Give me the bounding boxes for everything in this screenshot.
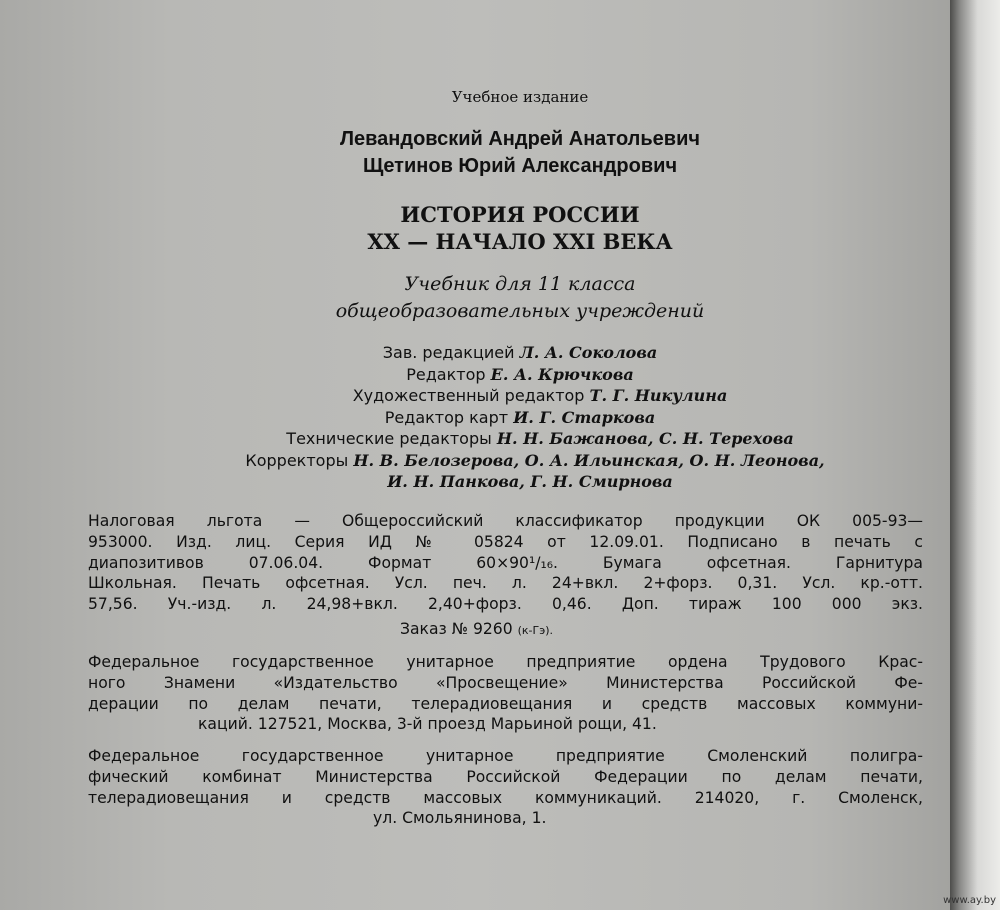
edition-type: Учебное издание <box>451 88 589 106</box>
book-title-line-2: XX — НАЧАЛО XXI ВЕКА <box>367 229 673 254</box>
printer-info-line: телерадиовещания и средств массовых коммуникаций. 214020, г. Смоленск, <box>88 788 923 807</box>
publisher-info-line: Федеральное государственное унитарное предприятие ордена Трудового Крас- <box>88 653 923 671</box>
publication-info-line: Школьная. Печать офсетная. Усл. печ. л. 24+вкл. 2+форз. 0,31. Усл. кр.-отт. <box>88 574 923 593</box>
credits-block <box>0 342 950 493</box>
credit-line: Редактор Е. А. Крючкова <box>406 364 634 384</box>
credit-line: Корректоры Н. В. Белозерова, О. А. Ильинская, О. Н. Леонова, <box>245 450 825 470</box>
credit-line: И. Н. Панкова, Г. Н. Смирнова <box>387 472 673 491</box>
credit-line: Технические редакторы Н. Н. Бажанова, С. Н. Терехова <box>286 429 794 448</box>
author-1: Левандовский Андрей Анатольевич <box>339 128 700 150</box>
book-title-line-1: ИСТОРИЯ РОССИИ <box>400 202 640 227</box>
credit-line: Редактор карт И. Г. Старкова <box>384 407 656 427</box>
publication-info-line: 57,56. Уч.-изд. л. 24,98+вкл. 2,40+форз. 0,46. Доп. тираж 100 000 экз. <box>88 595 923 614</box>
credit-line: Зав. редакцией Л. А. Соколова <box>382 343 658 362</box>
printer-info <box>88 746 923 829</box>
printer-info-line: ул. Смольянинова, 1. <box>373 809 547 828</box>
author-2: Щетинов Юрий Александрович <box>362 155 678 177</box>
publisher-info-line: каций. 127521, Москва, 3-й проезд Марьиной рощи, 41. <box>198 715 657 734</box>
site-watermark: www.ay.by <box>943 895 996 906</box>
printer-info-line: фический комбинат Министерства Российской Федерации по делам печати, <box>88 767 923 786</box>
publication-info-line: диапозитивов 07.06.04. Формат 60×90¹/₁₆. Бумага офсетная. Гарнитура <box>88 553 923 572</box>
publication-info-line: 953000. Изд. лиц. Серия ИД № 05824 от 12.09.01. Подписано в печать с <box>88 532 923 551</box>
publisher-info <box>88 652 923 735</box>
subtitle-line-1: Учебник для 11 класса <box>404 273 636 295</box>
subtitle-line-2: общеобразовательных учреждений <box>335 300 705 322</box>
credit-line: Художественный редактор Т. Г. Никулина <box>352 386 728 405</box>
publisher-info-line: дерации по делам печати, телерадиовещания и средств массовых коммуни- <box>88 694 923 713</box>
publisher-info-line: ного Знамени «Издательство «Просвещение» Министерства Российской Фе- <box>88 673 923 692</box>
printer-info-line: Федеральное государственное унитарное предприятие Смоленский полигра- <box>88 747 923 765</box>
order-number: Заказ № 9260 (к-Гэ). <box>400 620 554 638</box>
page-edge-shadow <box>950 0 1000 910</box>
publication-info <box>88 511 923 615</box>
publication-info-line: Налоговая льгота — Общероссийский классификатор продукции ОК 005-93— <box>88 512 923 530</box>
